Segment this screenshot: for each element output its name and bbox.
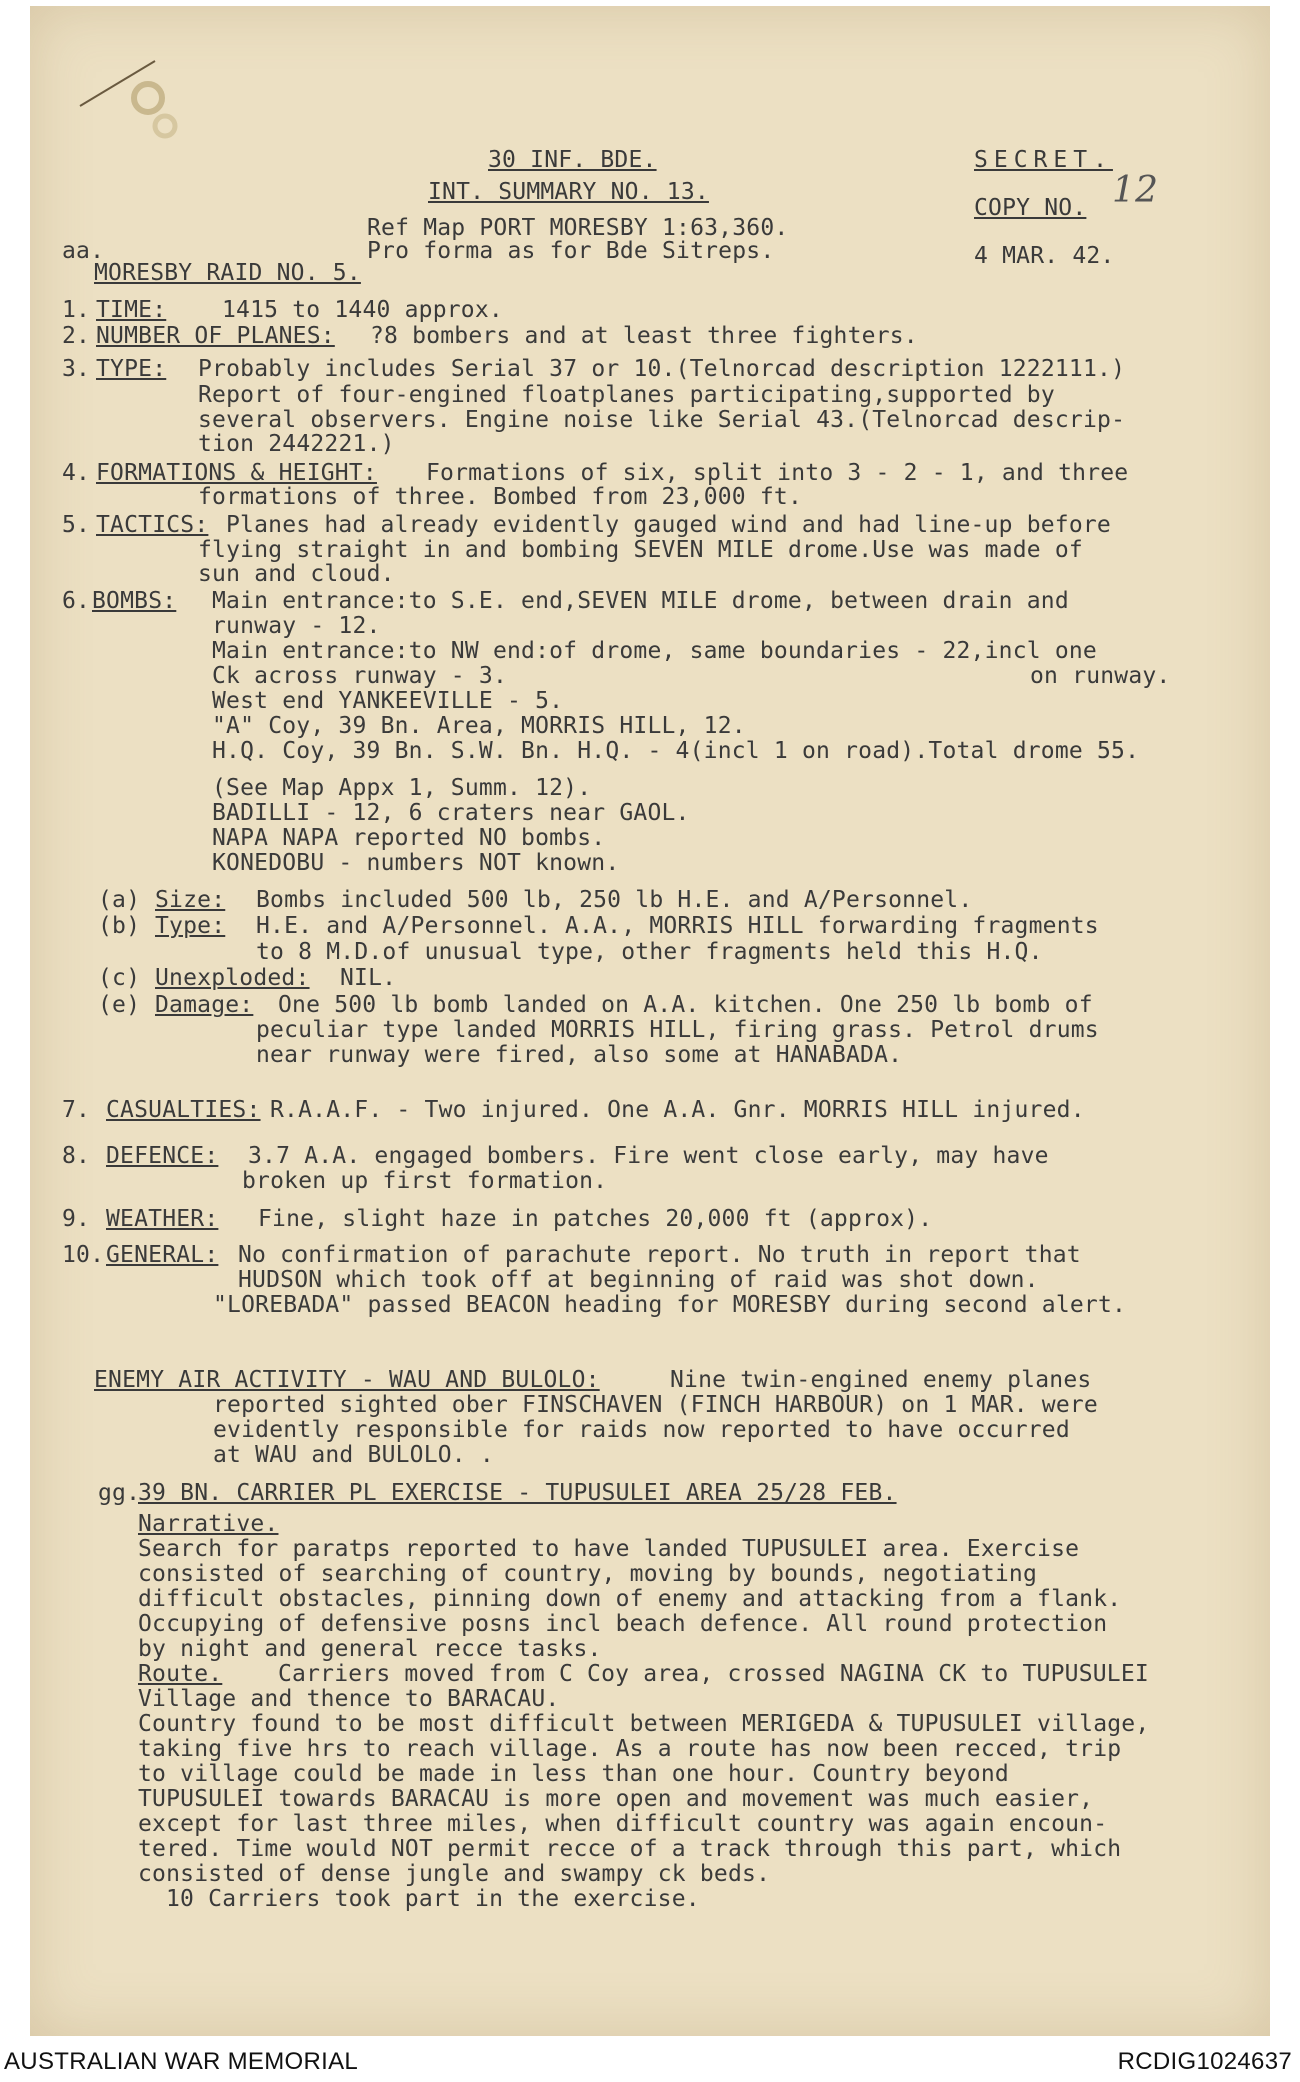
item-label-tactics: TACTICS: bbox=[96, 512, 209, 538]
sub-item-text: to 8 M.D.of unusual type, other fragments held this H.Q. bbox=[256, 939, 1043, 965]
item-text: West end YANKEEVILLE - 5. bbox=[212, 688, 564, 714]
section-g-marker: gg. bbox=[98, 1480, 141, 1506]
section-a-title: MORESBY RAID NO. 5. bbox=[94, 260, 361, 286]
route-text: 10 Carriers took part in the exercise. bbox=[166, 1886, 700, 1912]
sub-item-letter: (b) bbox=[98, 913, 141, 939]
route-text: Village and thence to BARACAU. bbox=[138, 1686, 560, 1712]
item-text: tion 2442221.) bbox=[198, 431, 395, 457]
narrative-text: consisted of searching of country, moving by bounds, negotiating bbox=[138, 1561, 1038, 1587]
pro-forma: Pro forma as for Bde Sitreps. bbox=[367, 238, 775, 264]
narrative-text: difficult obstacles, pinning down of enemy and attacking from a flank. bbox=[138, 1586, 1122, 1612]
item-label-general: GENERAL: bbox=[106, 1242, 219, 1268]
sub-item-label-type: Type: bbox=[155, 913, 226, 939]
item-text: No confirmation of parachute report. No truth in report that bbox=[238, 1242, 1081, 1268]
classification: SECRET. bbox=[974, 147, 1113, 173]
item-text: flying straight in and bombing SEVEN MILE drome.Use was made of bbox=[198, 537, 1083, 563]
item-label-planes: NUMBER OF PLANES: bbox=[96, 323, 335, 349]
sub-item-text: H.E. and A/Personnel. A.A., MORRIS HILL forwarding fragments bbox=[256, 913, 1099, 939]
summary-heading: INT. SUMMARY NO. 13. bbox=[428, 179, 709, 205]
item-text: H.Q. Coy, 39 Bn. S.W. Bn. H.Q. - 4(incl 1 on road).Total drome 55. bbox=[212, 738, 1140, 764]
item-text: Probably includes Serial 37 or 10.(Telnorcad description 1222111.) bbox=[198, 356, 1126, 382]
narrative-text: Search for paratps reported to have landed TUPUSULEI area. Exercise bbox=[138, 1536, 1080, 1562]
item-number: 1. bbox=[62, 297, 91, 323]
item-text: Report of four-engined floatplanes participating,supported by bbox=[198, 382, 1055, 408]
item-text: HUDSON which took off at beginning of raid was shot down. bbox=[238, 1267, 1039, 1293]
item-number: 10. bbox=[62, 1242, 105, 1268]
route-text: except for last three miles, when difficult country was again encoun- bbox=[138, 1811, 1108, 1837]
route-text: tered. Time would NOT permit recce of a track through this part, which bbox=[138, 1836, 1122, 1862]
narrative-label: Narrative. bbox=[138, 1511, 279, 1537]
sub-item-text: NIL. bbox=[340, 965, 397, 991]
pin-mark-icon bbox=[70, 46, 180, 156]
enemy-air-text: at WAU and BULOLO. . bbox=[213, 1442, 494, 1468]
document-date: 4 MAR. 42. bbox=[974, 243, 1115, 269]
item-side-note: on runway. bbox=[1030, 663, 1171, 689]
item-label-formations: FORMATIONS & HEIGHT: bbox=[96, 460, 377, 486]
enemy-air-text: evidently responsible for raids now reported to have occurred bbox=[213, 1417, 1070, 1443]
copy-label: COPY NO. bbox=[974, 195, 1087, 221]
document-page bbox=[30, 6, 1270, 2036]
item-text: "A" Coy, 39 Bn. Area, MORRIS HILL, 12. bbox=[212, 713, 746, 739]
item-text: BADILLI - 12, 6 craters near GAOL. bbox=[212, 800, 690, 826]
sub-item-text: near runway were fired, also some at HANABADA. bbox=[256, 1042, 903, 1068]
sub-item-letter: (c) bbox=[98, 965, 141, 991]
item-text: R.A.A.F. - Two injured. One A.A. Gnr. MORRIS HILL injured. bbox=[270, 1097, 1085, 1123]
item-label-defence: DEFENCE: bbox=[106, 1143, 219, 1169]
route-text: Carriers moved from C Coy area, crossed NAGINA CK to TUPUSULEI bbox=[278, 1661, 1149, 1687]
narrative-text: by night and general recce tasks. bbox=[138, 1636, 602, 1662]
footer-record-id: RCDIG1024637 bbox=[1117, 2048, 1292, 2075]
ref-map: Ref Map PORT MORESBY 1:63,360. bbox=[367, 215, 789, 241]
enemy-air-title: ENEMY AIR ACTIVITY - WAU AND BULOLO: bbox=[94, 1367, 600, 1393]
item-text: Ck across runway - 3. bbox=[212, 663, 507, 689]
item-text: several observers. Engine noise like Serial 43.(Telnorcad descrip- bbox=[198, 407, 1126, 433]
item-text: NAPA NAPA reported NO bombs. bbox=[212, 825, 606, 851]
enemy-air-text: reported sighted ober FINSCHAVEN (FINCH HARBOUR) on 1 MAR. were bbox=[213, 1392, 1098, 1418]
item-number: 9. bbox=[62, 1206, 91, 1232]
sub-item-text: peculiar type landed MORRIS HILL, firing grass. Petrol drums bbox=[256, 1017, 1099, 1043]
sub-item-letter: (a) bbox=[98, 887, 141, 913]
sub-item-letter: (e) bbox=[98, 992, 141, 1018]
narrative-text: Occupying of defensive posns incl beach defence. All round protection bbox=[138, 1611, 1108, 1637]
item-text: sun and cloud. bbox=[198, 561, 395, 587]
item-text: runway - 12. bbox=[212, 613, 381, 639]
item-text: 3.7 A.A. engaged bombers. Fire went close early, may have bbox=[248, 1143, 1049, 1169]
sub-item-text: Bombs included 500 lb, 250 lb H.E. and A/Personnel. bbox=[256, 887, 973, 913]
item-text: 1415 to 1440 approx. bbox=[222, 297, 503, 323]
item-number: 5. bbox=[62, 512, 91, 538]
item-number: 3. bbox=[62, 356, 91, 382]
item-number: 2. bbox=[62, 323, 91, 349]
footer-archive-name: AUSTRALIAN WAR MEMORIAL bbox=[4, 2048, 359, 2075]
item-text: Main entrance:to S.E. end,SEVEN MILE drome, between drain and bbox=[212, 588, 1069, 614]
item-number: 4. bbox=[62, 460, 91, 486]
route-text: Country found to be most difficult between MERIGEDA & TUPUSULEI village, bbox=[138, 1711, 1150, 1737]
item-text: Formations of six, split into 3 - 2 - 1, and three bbox=[426, 460, 1129, 486]
sub-item-label-unexploded: Unexploded: bbox=[155, 965, 310, 991]
item-text: formations of three. Bombed from 23,000 ft. bbox=[198, 484, 803, 510]
route-text: taking five hrs to reach village. As a route has now been recced, trip bbox=[138, 1736, 1122, 1762]
item-label-bombs: BOMBS: bbox=[92, 588, 177, 614]
item-number: 7. bbox=[62, 1097, 91, 1123]
item-text: (See Map Appx 1, Summ. 12). bbox=[212, 775, 592, 801]
copy-number-handwritten: 12 bbox=[1112, 170, 1159, 211]
item-text: Main entrance:to NW end:of drome, same boundaries - 22,incl one bbox=[212, 638, 1097, 664]
item-text: ?8 bombers and at least three fighters. bbox=[370, 323, 918, 349]
route-label: Route. bbox=[138, 1661, 223, 1687]
item-text: Planes had already evidently gauged wind and had line-up before bbox=[226, 512, 1111, 538]
enemy-air-text: Nine twin-engined enemy planes bbox=[670, 1367, 1092, 1393]
item-text: Fine, slight haze in patches 20,000 ft (approx). bbox=[258, 1206, 933, 1232]
item-text: KONEDOBU - numbers NOT known. bbox=[212, 850, 620, 876]
item-label-type: TYPE: bbox=[96, 356, 167, 382]
section-a-marker: aa. bbox=[62, 238, 105, 264]
unit-heading: 30 INF. BDE. bbox=[488, 147, 657, 173]
item-text: "LOREBADA" passed BEACON heading for MORESBY during second alert. bbox=[213, 1292, 1127, 1318]
item-number: 6. bbox=[62, 588, 91, 614]
route-text: to village could be made in less than one hour. Country beyond bbox=[138, 1761, 1009, 1787]
item-label-weather: WEATHER: bbox=[106, 1206, 219, 1232]
item-text: broken up first formation. bbox=[242, 1168, 608, 1194]
item-label-casualties: CASUALTIES: bbox=[106, 1097, 261, 1123]
item-number: 8. bbox=[62, 1143, 91, 1169]
item-label-time: TIME: bbox=[96, 297, 167, 323]
sub-item-label-damage: Damage: bbox=[155, 992, 254, 1018]
route-text: TUPUSULEI towards BARACAU is more open and movement was much easier, bbox=[138, 1786, 1094, 1812]
section-g-title: 39 BN. CARRIER PL EXERCISE - TUPUSULEI AREA 25/28 FEB. bbox=[138, 1480, 897, 1506]
sub-item-text: One 500 lb bomb landed on A.A. kitchen. One 250 lb bomb of bbox=[278, 992, 1093, 1018]
sub-item-label-size: Size: bbox=[155, 887, 226, 913]
route-text: consisted of dense jungle and swampy ck beds. bbox=[138, 1861, 771, 1887]
